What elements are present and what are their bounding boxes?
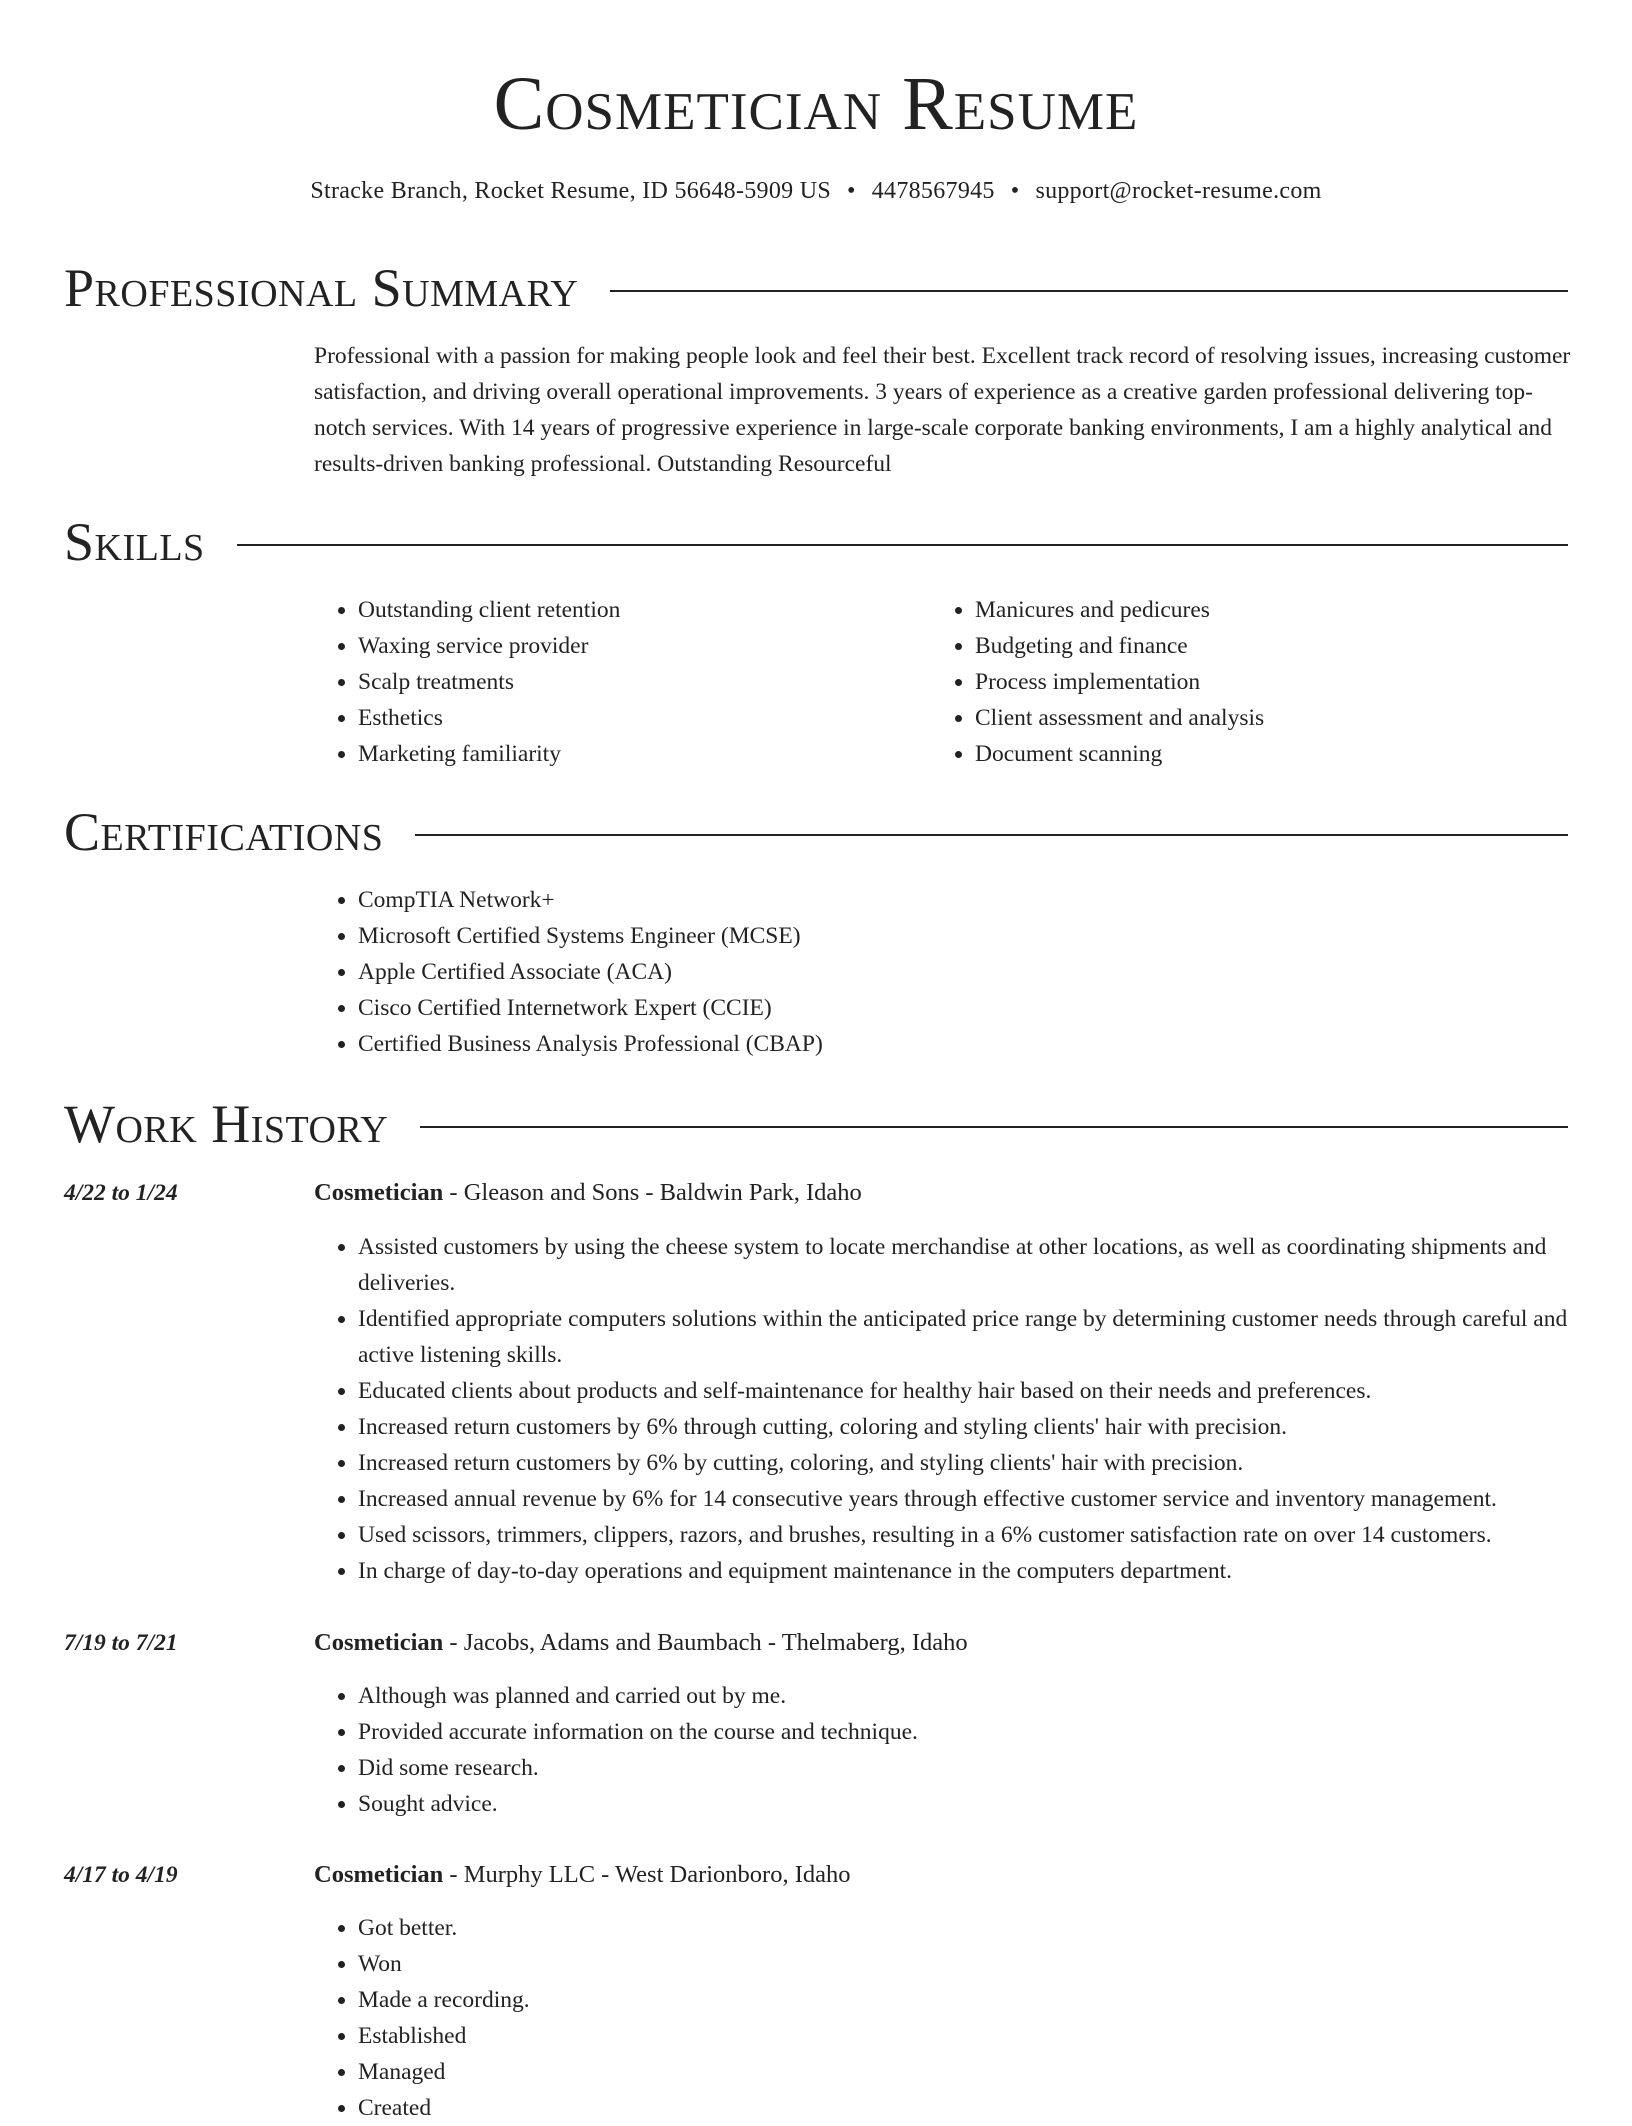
contact-phone: 4478567945 (871, 178, 995, 204)
job-title-line (314, 1175, 1572, 1211)
job-bullet: • Did some research. (358, 1750, 1576, 1786)
job-employer-location: - Jacobs, Adams and Baumbach - Thelmaberg, Idaho (443, 1629, 968, 1656)
certifications-section-header (64, 800, 1568, 864)
job-bullet: • In charge of day-to-day operations and equipment maintenance in the computers department. (358, 1553, 1576, 1589)
job-bullet: • Managed (358, 2054, 1576, 2090)
skill-item: • Document scanning (975, 736, 1531, 772)
job-role: Cosmetician (314, 1629, 444, 1656)
job-bullet: • Sought advice. (358, 1786, 1576, 1822)
skill-item: • Outstanding client retention (358, 592, 914, 628)
job-employer-location: - Murphy LLC - West Darionboro, Idaho (443, 1861, 851, 1888)
job-employer-location: - Gleason and Sons - Baldwin Park, Idaho (443, 1179, 862, 1206)
summary-section-header (64, 256, 1568, 320)
summary-text: Professional with a passion for making people look and feel their best. Excellent track record of resolving issues, increasing customer satisfaction, and driving overall operational improvements. 3 years of experience as a creative garden professional delivering top-notch services. With 14 years of progressive experience in large-scale corporate banking environments, I am a highly analytical and results-driven banking professional. Outstanding Resourceful (314, 343, 1571, 477)
job-bullet: • Increased annual revenue by 6% for 14 consecutive years through effective customer service and inventory management. (358, 1481, 1576, 1517)
job-bullet: • Educated clients about products and self-maintenance for healthy hair based on their needs and preferences. (358, 1373, 1576, 1409)
job-bullet: • Assisted customers by using the cheese system to locate merchandise at other locations, as well as coordinating shipments and deliveries. (358, 1229, 1576, 1301)
skills-right-list (931, 592, 1531, 772)
skills-heading: Skills (64, 512, 205, 572)
job-bullet-list (314, 1229, 1576, 1589)
skill-item: • Waxing service provider (358, 628, 914, 664)
job-role: Cosmetician (314, 1861, 444, 1888)
contact-email: support@rocket-resume.com (1035, 178, 1322, 204)
section-divider (237, 544, 1568, 546)
job-title-line (314, 1857, 1572, 1893)
job-bullet: • Established (358, 2018, 1576, 2054)
job-bullet: • Used scissors, trimmers, clippers, razors, and brushes, resulting in a 6% customer satisfaction rate on over 14 customers. (358, 1517, 1576, 1553)
certification-item: • Apple Certified Associate (ACA) (358, 954, 1314, 990)
skill-item: • Client assessment and analysis (975, 700, 1531, 736)
certifications-block (314, 882, 1314, 1062)
certifications-list (314, 882, 1314, 1062)
job-bullet-list (314, 1678, 1576, 1822)
certification-item: • Certified Business Analysis Professional (CBAP) (358, 1026, 1314, 1062)
work-history-heading: Work History (64, 1094, 389, 1154)
job-responsibilities (314, 1678, 1576, 1822)
job-bullet: • Created (358, 2090, 1576, 2126)
skills-left-column (314, 592, 914, 772)
job-bullet: • Made a recording. (358, 1982, 1576, 2018)
job-bullet: • Increased return customers by 6% by cutting, coloring, and styling clients' hair with precision. (358, 1445, 1576, 1481)
job-dates: 7/19 to 7/21 (64, 1630, 178, 1656)
job-bullet: • Provided accurate information on the course and technique. (358, 1714, 1576, 1750)
skills-left-list (314, 592, 914, 772)
contact-address: Stracke Branch, Rocket Resume, ID 56648-5909 US (310, 178, 832, 204)
section-divider (610, 290, 1568, 292)
contact-line (0, 174, 1632, 208)
certification-item: • CompTIA Network+ (358, 882, 1314, 918)
skill-item: • Marketing familiarity (358, 736, 914, 772)
resume-title: Cosmetician Resume (493, 62, 1139, 146)
job-bullet: • Won (358, 1946, 1576, 1982)
job-responsibilities (314, 1910, 1576, 2126)
certification-item: • Cisco Certified Internetwork Expert (CCIE) (358, 990, 1314, 1026)
job-title-line (314, 1625, 1572, 1661)
section-divider (420, 1126, 1568, 1128)
job-dates: 4/22 to 1/24 (64, 1180, 178, 1206)
skill-item: • Scalp treatments (358, 664, 914, 700)
job-responsibilities (314, 1229, 1576, 1589)
job-bullet: • Got better. (358, 1910, 1576, 1946)
job-bullet-list (314, 1910, 1576, 2126)
section-divider (415, 834, 1568, 836)
separator-dot: • (847, 178, 856, 204)
certification-item: • Microsoft Certified Systems Engineer (MCSE) (358, 918, 1314, 954)
job-bullet: • Increased return customers by 6% through cutting, coloring and styling clients' hair with precision. (358, 1409, 1576, 1445)
skill-item: • Budgeting and finance (975, 628, 1531, 664)
job-dates: 4/17 to 4/19 (64, 1862, 178, 1888)
work-history-section-header (64, 1092, 1568, 1156)
job-role: Cosmetician (314, 1179, 444, 1206)
separator-dot: • (1010, 178, 1020, 204)
summary-heading: Professional Summary (64, 258, 579, 318)
skills-right-column (931, 592, 1531, 772)
skill-item: • Process implementation (975, 664, 1531, 700)
job-bullet: • Although was planned and carried out by me. (358, 1678, 1576, 1714)
skills-section-header (64, 510, 1568, 574)
job-bullet: • Identified appropriate computers solutions within the anticipated price range by determining customer needs through careful and active listening skills. (358, 1301, 1576, 1373)
skill-item: • Manicures and pedicures (975, 592, 1531, 628)
skill-item: • Esthetics (358, 700, 914, 736)
certifications-heading: Certifications (64, 802, 384, 862)
